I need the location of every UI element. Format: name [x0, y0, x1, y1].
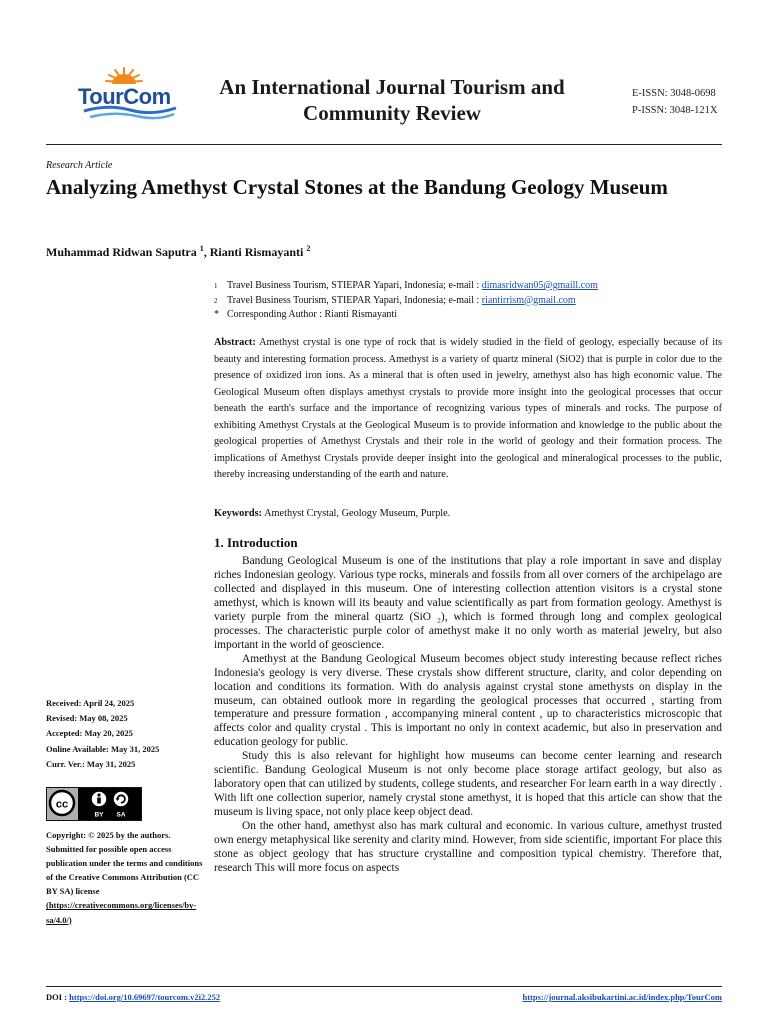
footer-doi — [46, 992, 220, 1002]
keywords-text: Amethyst Crystal, Geology Museum, Purple. — [264, 508, 451, 519]
journal-url-link[interactable]: https://journal.aksibukartini.ac.id/index.php/TourCom — [522, 992, 722, 1002]
affiliation-text: Travel Business Tourism, STIEPAR Yapari, Indonesia; e-mail : — [227, 294, 480, 306]
keywords — [214, 508, 722, 519]
footer-divider — [46, 986, 722, 987]
affiliation-text: Travel Business Tourism, STIEPAR Yapari, Indonesia; e-mail : — [227, 280, 480, 291]
affiliation-mark: * — [214, 309, 219, 320]
paragraph: Amethyst at the Bandung Geological Museum becomes object study interesting because reflect riches Indonesia's geology is very diverse. These crystals show different structure, clarity, and color depending on location and conditions its formation. With do analysis against crystal stone amethysts on display in the museum, can obtained outlook more in regarding the geological processes that occurred , starting from temperature and pressure formation , accompanying mineral content , up to characteristics microscopic that affects color and quality crystal . This is important no only in context academic, but also in preservation and education geology for public. — [214, 652, 722, 749]
author-separator: , — [203, 245, 210, 259]
abstract-label: Abstract: — [214, 337, 256, 348]
header-divider — [46, 144, 722, 145]
corresponding-author: Corresponding Author : Rianti Rismayanti — [227, 309, 397, 320]
author-affil-mark: 1 — [199, 244, 204, 253]
author-name: Muhammad Ridwan Saputra — [46, 245, 197, 259]
article-title: Analyzing Amethyst Crystal Stones at the Bandung Geology Museum — [46, 175, 668, 199]
cc-by-sa-badge[interactable] — [46, 787, 142, 821]
author-name: Rianti Rismayanti — [209, 245, 304, 259]
pissn: P-ISSN: 3048-121X — [632, 105, 718, 116]
revised-date: Revised: May 08, 2025 — [46, 713, 128, 724]
email-link[interactable]: riantirrism@gmail.com — [481, 294, 576, 306]
affiliation-item — [214, 294, 724, 309]
article-history — [46, 696, 159, 772]
abstract-text: Amethyst crystal is one type of rock that is widely studied in the field of geology, especially because of its beauty and interesting formation process. Amethyst is a variety of quartz mineral (SiO2) that is purple in color due to the presence of oxidized iron ions. As a mineral that is often used in jewelry, amethyst also has high economic value. The Geological Museum often displays amethyst crystals to provide more insight into the geological processes that occur beneath the earth's surface and the importance of recognizing various types of minerals and rocks. The purpose of exhibiting Amethyst Crystals at the Geological Museum is to provide information and knowledge to the public about the geological properties of Amethyst Crystals and their role in the world of geology and their formation process. The implications of Amethyst Crystals provide deeper insight into the geological and mineralogical processes to the public, thereby increasing understanding of the earth and nature. — [214, 337, 722, 480]
abstract — [214, 335, 722, 484]
logo-wordmark: TourCom — [78, 84, 171, 109]
sa-icon — [113, 791, 129, 807]
issn-block — [632, 85, 717, 119]
article-type: Research Article — [46, 160, 113, 171]
paragraph: Bandung Geological Museum is one of the institutions that play a role important in save and display riches Indonesian geology. Various type rocks, minerals and fossils from all over corners of the archipelago are collected and displayed in this museum. One of interesting collection attention visitors is a crystal stone amethyst, which is known will its beauty and value scientifically as part from formation geology. Amethyst is variety purple from the mineral quartz (SiO ₂), which is formed through long and complex geological processes. The characteristic purple color of amethyst make it no only worth as material jewelry, but also important in the world of geoscience. — [214, 555, 722, 651]
tourcom-logo — [78, 64, 182, 122]
email-link[interactable]: dimasridwan05@gmaill.com — [481, 280, 598, 291]
affiliation-mark: 1 — [214, 282, 218, 290]
author-affil-mark: 2 — [306, 244, 311, 253]
online-date: Online Available: May 31, 2025 — [46, 743, 160, 754]
section-heading: 1. Introduction — [214, 535, 298, 550]
doi-label: DOI : — [46, 992, 70, 1002]
cc-sa-label: SA — [116, 811, 126, 819]
eissn: E-ISSN: 3048-0698 — [632, 88, 716, 99]
affiliations — [214, 279, 724, 322]
introduction-body — [214, 555, 722, 876]
affiliation-item — [214, 308, 724, 322]
doi-link[interactable]: https://doi.org/10.69697/tourcom.v2i2.252 — [69, 992, 221, 1002]
keywords-label: Keywords: — [214, 508, 263, 519]
paragraph: Study this is also relevant for highlight how museums can become center learning and research scientific. Bandung Geological Museum is not only become place storage artifact geology, but also as laboratory open that can utilized by students, college students, and researcher For learn earth in a way directly . With lift one collection superior, namely crystal stone amethyst, it is hoped that this article can show that the museum is living space, not only place keep object dead. — [214, 750, 722, 819]
cc-by-label: BY — [94, 811, 104, 819]
affiliation-item — [214, 279, 724, 294]
current-version-date: Curr. Ver.: May 31, 2025 — [46, 758, 136, 769]
copyright-text: Copyright: © 2025 by the authors. Submitted for possible open access publication under the terms and conditions of the Creative Commons Attribution (CC BY SA) license — [46, 830, 203, 897]
author-list — [46, 244, 310, 260]
affiliation-mark: 2 — [214, 296, 218, 305]
accepted-date: Accepted: May 20, 2025 — [46, 728, 133, 739]
copyright-notice — [46, 828, 206, 927]
paragraph: On the other hand, amethyst also has mark cultural and economic. In various culture, amethyst trusted own energy metaphysical like serenity and clarity mind. However, from side scientific, important For place this stone as object geology that has structure crystalline and composition typical chemistry. Therefore that, research This will more focus on aspects — [214, 820, 722, 874]
license-link[interactable]: (https://creativecommons.org/licenses/by-sa/4.0/) — [46, 900, 197, 925]
received-date: Received: April 24, 2025 — [46, 698, 135, 708]
svg-text:cc: cc — [55, 798, 69, 811]
journal-title: An International Journal Tourism and Community Review — [219, 75, 565, 125]
